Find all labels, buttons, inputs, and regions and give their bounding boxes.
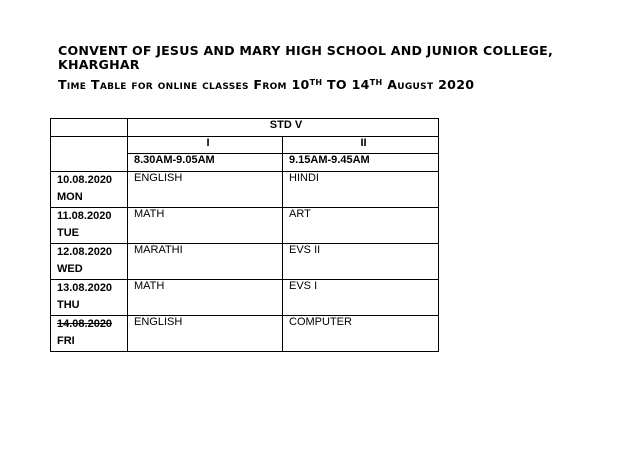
date-cell — [51, 244, 128, 280]
table-row — [51, 316, 439, 352]
row-day: TUE — [57, 227, 79, 239]
period-number-2: II — [283, 137, 439, 154]
table-row — [51, 172, 439, 208]
row-date: 10.08.2020 — [57, 174, 113, 186]
table-row — [51, 208, 439, 244]
timetable — [50, 118, 439, 352]
period2-subject: EVS II — [283, 244, 439, 280]
row-day: WED — [57, 263, 83, 275]
period1-subject: MARATHI — [128, 244, 283, 280]
subtitle-sup-start: TH — [309, 78, 323, 87]
row-day: FRI — [57, 335, 75, 347]
subtitle-middle: TO 14 — [322, 77, 370, 92]
school-name — [58, 44, 618, 72]
subtitle-suffix: August 2020 — [382, 77, 475, 92]
timetable-subtitle — [58, 77, 618, 92]
empty-corner-cell-2 — [51, 137, 128, 172]
period1-subject: MATH — [128, 208, 283, 244]
period-time-2: 9.15AM-9.45AM — [283, 154, 439, 172]
school-name-line2: KHARGHAR — [58, 57, 140, 72]
document-header — [58, 44, 618, 92]
row-day: MON — [57, 191, 83, 203]
row-date: 12.08.2020 — [57, 246, 113, 258]
date-cell — [51, 316, 128, 352]
row-date: 13.08.2020 — [57, 282, 113, 294]
period2-subject: EVS I — [283, 280, 439, 316]
table-row — [51, 244, 439, 280]
class-label: STD V — [128, 119, 439, 137]
row-day: THU — [57, 299, 80, 311]
school-name-line1: CONVENT OF JESUS AND MARY HIGH SCHOOL AND JUNIOR COLLEGE, — [58, 43, 553, 58]
period1-subject: ENGLISH — [128, 172, 283, 208]
date-cell — [51, 208, 128, 244]
date-cell — [51, 280, 128, 316]
period2-subject: ART — [283, 208, 439, 244]
period2-subject: COMPUTER — [283, 316, 439, 352]
subtitle-prefix: Time Table for online classes From 10 — [58, 77, 310, 92]
empty-corner-cell — [51, 119, 128, 137]
period2-subject: HINDI — [283, 172, 439, 208]
period1-subject: MATH — [128, 280, 283, 316]
subtitle-sup-end: TH — [369, 78, 383, 87]
period-number-1: I — [128, 137, 283, 154]
date-cell — [51, 172, 128, 208]
table-row — [51, 280, 439, 316]
period-time-1: 8.30AM-9.05AM — [128, 154, 283, 172]
period-number-row — [51, 137, 439, 154]
row-date: 14.08.2020 — [57, 318, 113, 330]
period1-subject: ENGLISH — [128, 316, 283, 352]
class-header-row — [51, 119, 439, 137]
row-date: 11.08.2020 — [57, 210, 112, 222]
